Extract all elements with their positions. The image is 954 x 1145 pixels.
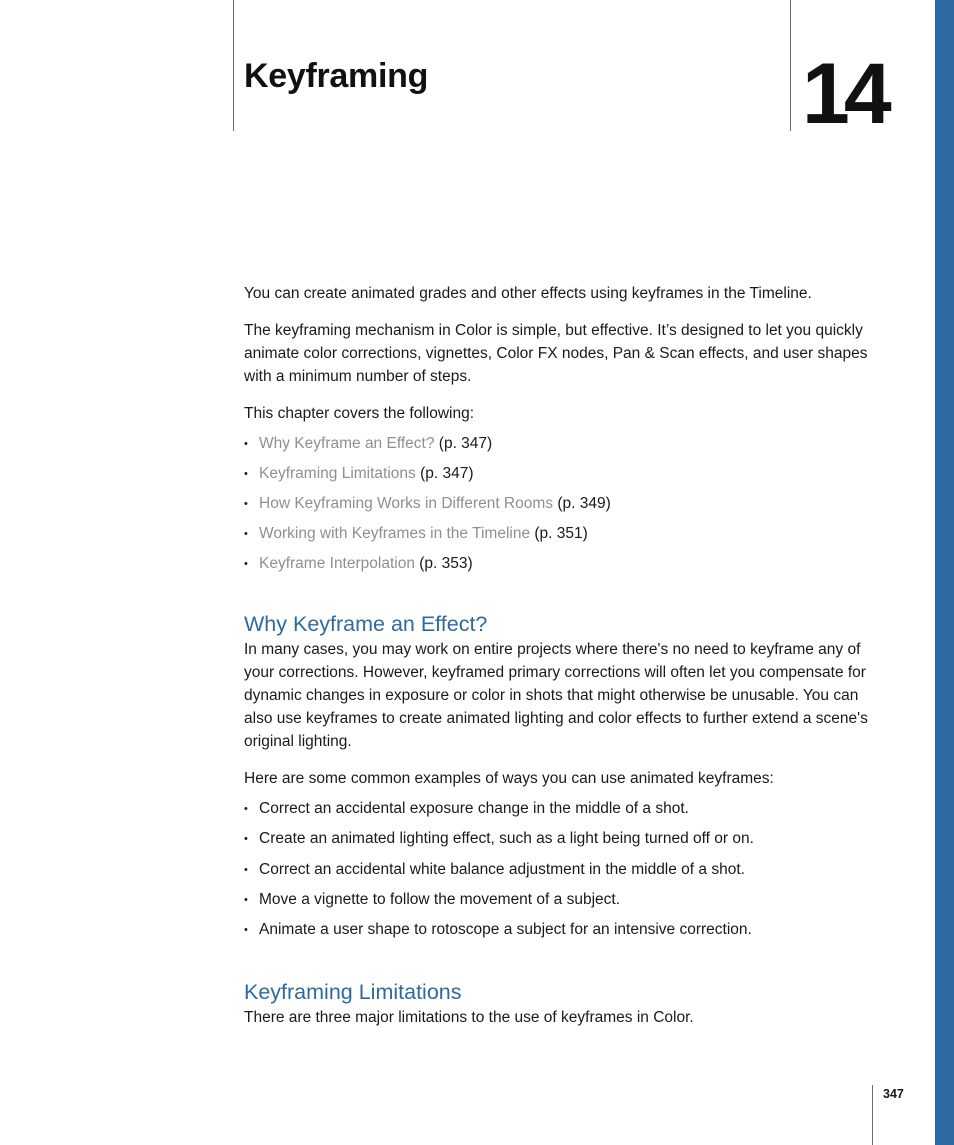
toc-page-ref: (p. 353) bbox=[419, 555, 473, 572]
chapter-side-bar bbox=[935, 0, 954, 1145]
section-2-body: There are three major limitations to the use of keyframes in Color. bbox=[244, 1009, 694, 1027]
example-item: • Create an animated lighting effect, such as a light being turned off or on. bbox=[244, 824, 876, 854]
example-item: • Correct an accidental white balance adjustment in the middle of a shot. bbox=[244, 855, 876, 885]
intro-paragraph-1: You can create animated grades and other effects using keyframes in the Timeline. bbox=[244, 285, 812, 302]
toc-link-limitations[interactable]: Keyframing Limitations bbox=[259, 465, 416, 482]
page-content bbox=[244, 282, 876, 1029]
footer-rule bbox=[872, 1085, 873, 1145]
section-heading-why-keyframe: Why Keyframe an Effect? bbox=[244, 612, 488, 636]
section-heading-limitations: Keyframing Limitations bbox=[244, 980, 462, 1005]
toc-page-ref: (p. 347) bbox=[420, 465, 474, 482]
page-number: 347 bbox=[883, 1087, 904, 1101]
section-1-body: In many cases, you may work on entire projects where there's no need to keyframe any of your corrections. However, keyframed primary corrections will often let you compensate for dynamic changes in exposure or color in shots that might otherwise be unusable. You can also use keyframes to create animated lighting and color effects to further extend a scene's original lighting. bbox=[244, 641, 868, 750]
examples-list bbox=[244, 794, 876, 945]
chapter-title: Keyframing bbox=[244, 57, 429, 95]
toc-page-ref: (p. 349) bbox=[557, 495, 611, 512]
covers-label: This chapter covers the following: bbox=[244, 405, 475, 422]
toc-link-interpolation[interactable]: Keyframe Interpolation bbox=[259, 555, 415, 572]
chapter-number: 14 bbox=[802, 46, 886, 142]
header-rule-left bbox=[233, 0, 234, 131]
toc-item bbox=[244, 429, 876, 459]
header-rule-right bbox=[790, 0, 791, 131]
example-item: • Correct an accidental exposure change in the middle of a shot. bbox=[244, 794, 876, 824]
toc-link-why-keyframe[interactable]: Why Keyframe an Effect? bbox=[259, 435, 435, 452]
toc-page-ref: (p. 347) bbox=[438, 435, 493, 452]
examples-intro: Here are some common examples of ways you can use animated keyframes: bbox=[244, 770, 774, 787]
toc-link-timeline[interactable]: Working with Keyframes in the Timeline bbox=[259, 525, 531, 542]
toc-item bbox=[244, 459, 876, 489]
toc-item bbox=[244, 549, 876, 579]
intro-paragraph-2: The keyframing mechanism in Color is simple, but effective. It’s designed to let you quickly animate color corrections, vignettes, Color FX nodes, Pan & Scan effects, and user shapes with a minimum number of steps. bbox=[244, 322, 868, 385]
example-item: • Animate a user shape to rotoscope a subject for an intensive correction. bbox=[244, 915, 876, 945]
toc-item bbox=[244, 519, 876, 549]
chapter-toc-list bbox=[244, 429, 876, 579]
toc-page-ref: (p. 351) bbox=[534, 525, 588, 542]
toc-item bbox=[244, 489, 876, 519]
example-item: • Move a vignette to follow the movement of a subject. bbox=[244, 885, 876, 915]
toc-link-rooms[interactable]: How Keyframing Works in Different Rooms bbox=[259, 495, 554, 512]
